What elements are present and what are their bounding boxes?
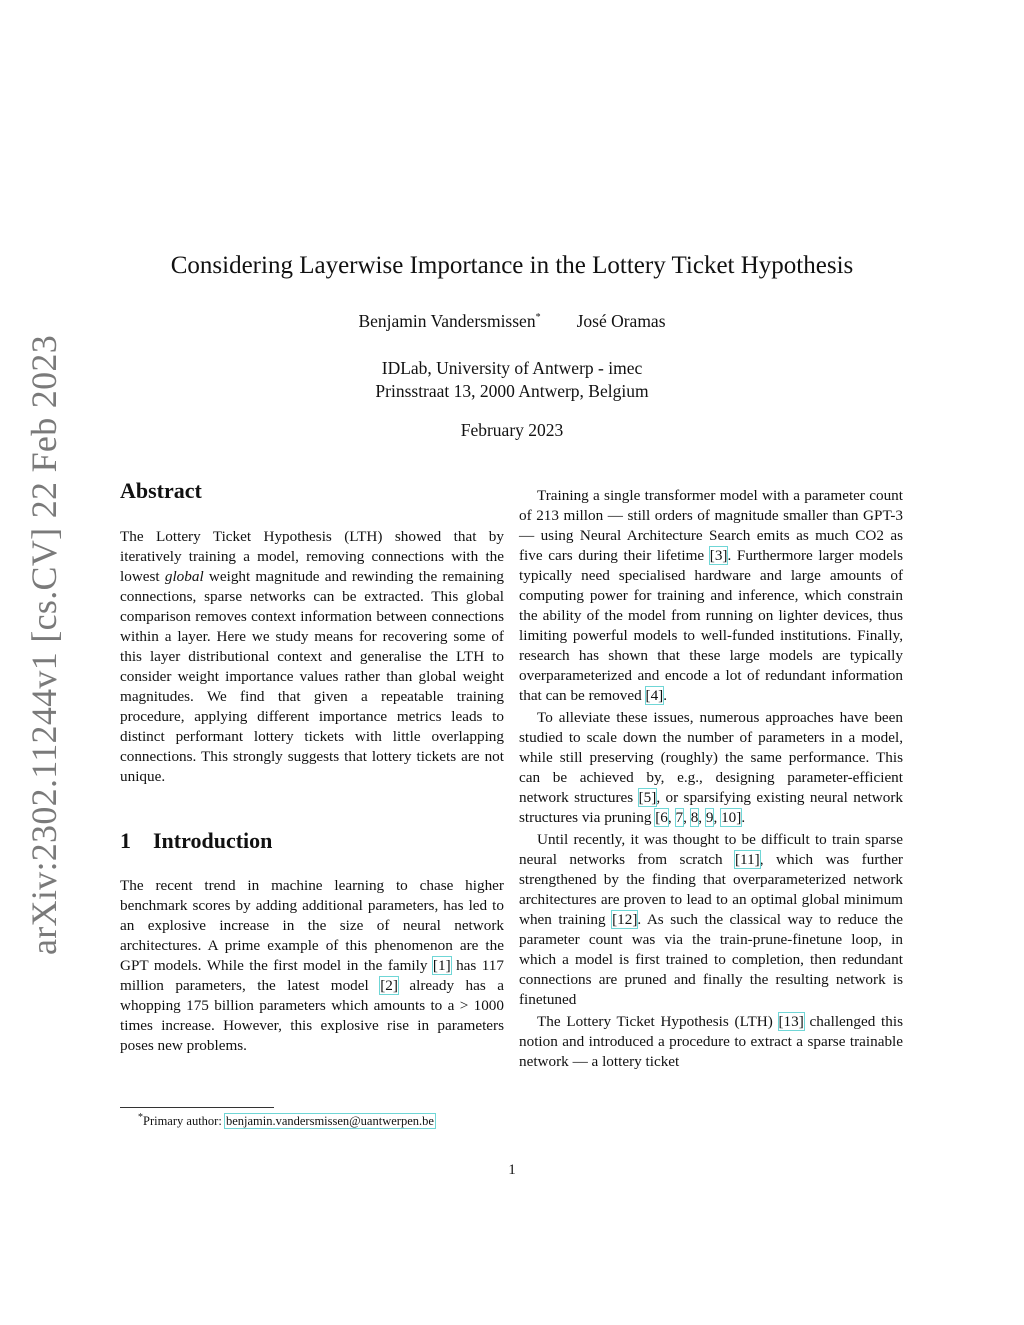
author-second: José Oramas — [576, 311, 666, 331]
page-number: 1 — [508, 1162, 516, 1178]
section-heading-introduction: 1 Introduction — [120, 828, 273, 853]
intro-text-part: The recent trend in machine learning to chase higher benchmark scores by adding additional parameters, has led to an explosive increase in the size of neural network architectures. A prime example of this phenomenon are the GPT models. While the first model in the family — [120, 877, 504, 974]
right-text-part: . As such the classical way to reduce the parameter count was via the train-prune-finetune loop, in which a model is first trained to completion, then redundant connections are pruned and finally the resulting network is finetuned — [519, 911, 904, 1008]
right-column — [519, 484, 903, 1072]
right-paragraph-1 — [519, 486, 903, 706]
intro-text-part: already has a whopping 175 billion parameters which amounts to a > 1000 times increase. However, this explosive rise in parameters poses new problems. — [120, 977, 504, 1054]
citation-link-11[interactable]: [11] — [735, 851, 760, 868]
citation-link-13[interactable]: [13] — [778, 1013, 804, 1030]
citation-link-5[interactable]: [5] — [638, 789, 657, 806]
citation-link-1[interactable]: [1] — [432, 957, 451, 974]
paper-title: Considering Layerwise Importance in the Lottery Ticket Hypothesis — [170, 252, 854, 279]
right-text-part: . — [663, 687, 668, 704]
citation-link-6[interactable]: [6 — [655, 809, 668, 826]
abstract-text — [120, 527, 504, 787]
abstract-emphasis: global — [164, 568, 204, 585]
right-text-part: Training a single transformer model with a parameter count of 213 millon — still orders of magnitude smaller than GPT-3 — using Neural Architecture Search emits as much CO2 as five cars during their lifetime — [519, 487, 903, 564]
right-text-part: , or sparsifying existing neural network structures via pruning — [519, 789, 903, 826]
citation-link-10[interactable]: 10] — [721, 809, 742, 826]
right-text-part: challenged this notion and introduced a procedure to extract a sparse trainable network — a lottery ticket — [519, 1013, 903, 1070]
abstract-text-part: The Lottery Ticket Hypothesis (LTH) showed that by iteratively training a model, removing connections with the lowest — [120, 528, 504, 585]
citation-link-8[interactable]: 8 — [690, 809, 699, 826]
intro-text-part: has 117 million parameters, the latest model — [120, 957, 504, 994]
affiliation-line-1: IDLab, University of Antwerp - imec — [381, 358, 643, 378]
right-text-part: . — [741, 809, 746, 826]
abstract-heading: Abstract — [120, 478, 202, 503]
affiliation-line-2: Prinsstraat 13, 2000 Antwerp, Belgium — [375, 381, 649, 401]
arxiv-identifier-stamp: arXiv:2302.11244v1 [cs.CV] 22 Feb 2023 — [24, 334, 64, 956]
left-column — [120, 478, 504, 1056]
affiliation — [0, 357, 1024, 403]
citation-link-2[interactable]: [2] — [380, 977, 398, 994]
right-text-part: Until recently, it was thought to be difficult to train sparse neural networks from scratch — [519, 831, 903, 868]
footnote-mark: * — [138, 1112, 143, 1123]
citation-link-7[interactable]: 7 — [675, 809, 684, 826]
right-paragraph-4 — [519, 1012, 903, 1072]
right-paragraph-2: To alleviate these issues, numerous approaches have been studied to scale down the number of parameters in a model, while still preserving (roughly) the same performance. This can be achieved by, e.g., designing parameter-efficient network structures [5], or sparsifying existing neural network structures via pruning [6, 7, 8, 9, 10]. — [519, 709, 903, 826]
footnote-label: Primary author: — [143, 1114, 225, 1129]
right-text-part: The Lottery Ticket Hypothesis (LTH) — [537, 1013, 779, 1030]
right-text-part: , which was further strengthened by the finding that overparameterized network architectures are proven to lead to an optimal global minimum when training — [519, 851, 903, 928]
right-paragraph-3 — [519, 830, 903, 1010]
abstract-text-part: weight magnitude and rewinding the remaining connections, sparse networks can be extracted. This global comparison removes context information between connections within a layer. Here we study means for recovering some of this layer distributional context and generalise the LTH to consider weight importance values rather than global weight magnitudes. We find that given a repeatable training procedure, applying different importance metrics leads to distinct performant lottery tickets with little overlapping connections. This strongly suggests that lottery tickets are not unique. — [120, 568, 504, 785]
citation-link-4[interactable]: [4] — [645, 687, 664, 704]
author-list — [0, 311, 1024, 332]
footnote-rule — [120, 1107, 274, 1108]
citation-link-12[interactable]: [12] — [612, 911, 638, 928]
author-first: Benjamin Vandersmissen — [358, 311, 536, 331]
footnote — [138, 1112, 435, 1129]
citation-link-3[interactable]: [3] — [709, 547, 728, 564]
citation-link-9[interactable]: 9 — [705, 809, 714, 826]
right-text-part: . Furthermore larger models typically need specialised hardware and large amounts of computing power for training and inference, which constrain the ability of the model from running on lighter devices, thus limiting powerful models to well-funded institutions. Finally, research has shown that these large models are typically overparameterized and encode a lot of redundant information that can be removed — [519, 547, 903, 704]
author-email-link[interactable]: benjamin.vandersmissen@uantwerpen.be — [225, 1114, 434, 1129]
right-text-part: To alleviate these issues, numerous approaches have been studied to scale down the number of parameters in a model, while still preserving (roughly) the same performance. This can be achieved by, e.g., designing parameter-efficient network structures — [519, 709, 903, 806]
intro-paragraph-1 — [120, 876, 504, 1056]
publication-date: February 2023 — [460, 420, 564, 440]
author-footnote-mark[interactable]: * — [535, 312, 541, 324]
